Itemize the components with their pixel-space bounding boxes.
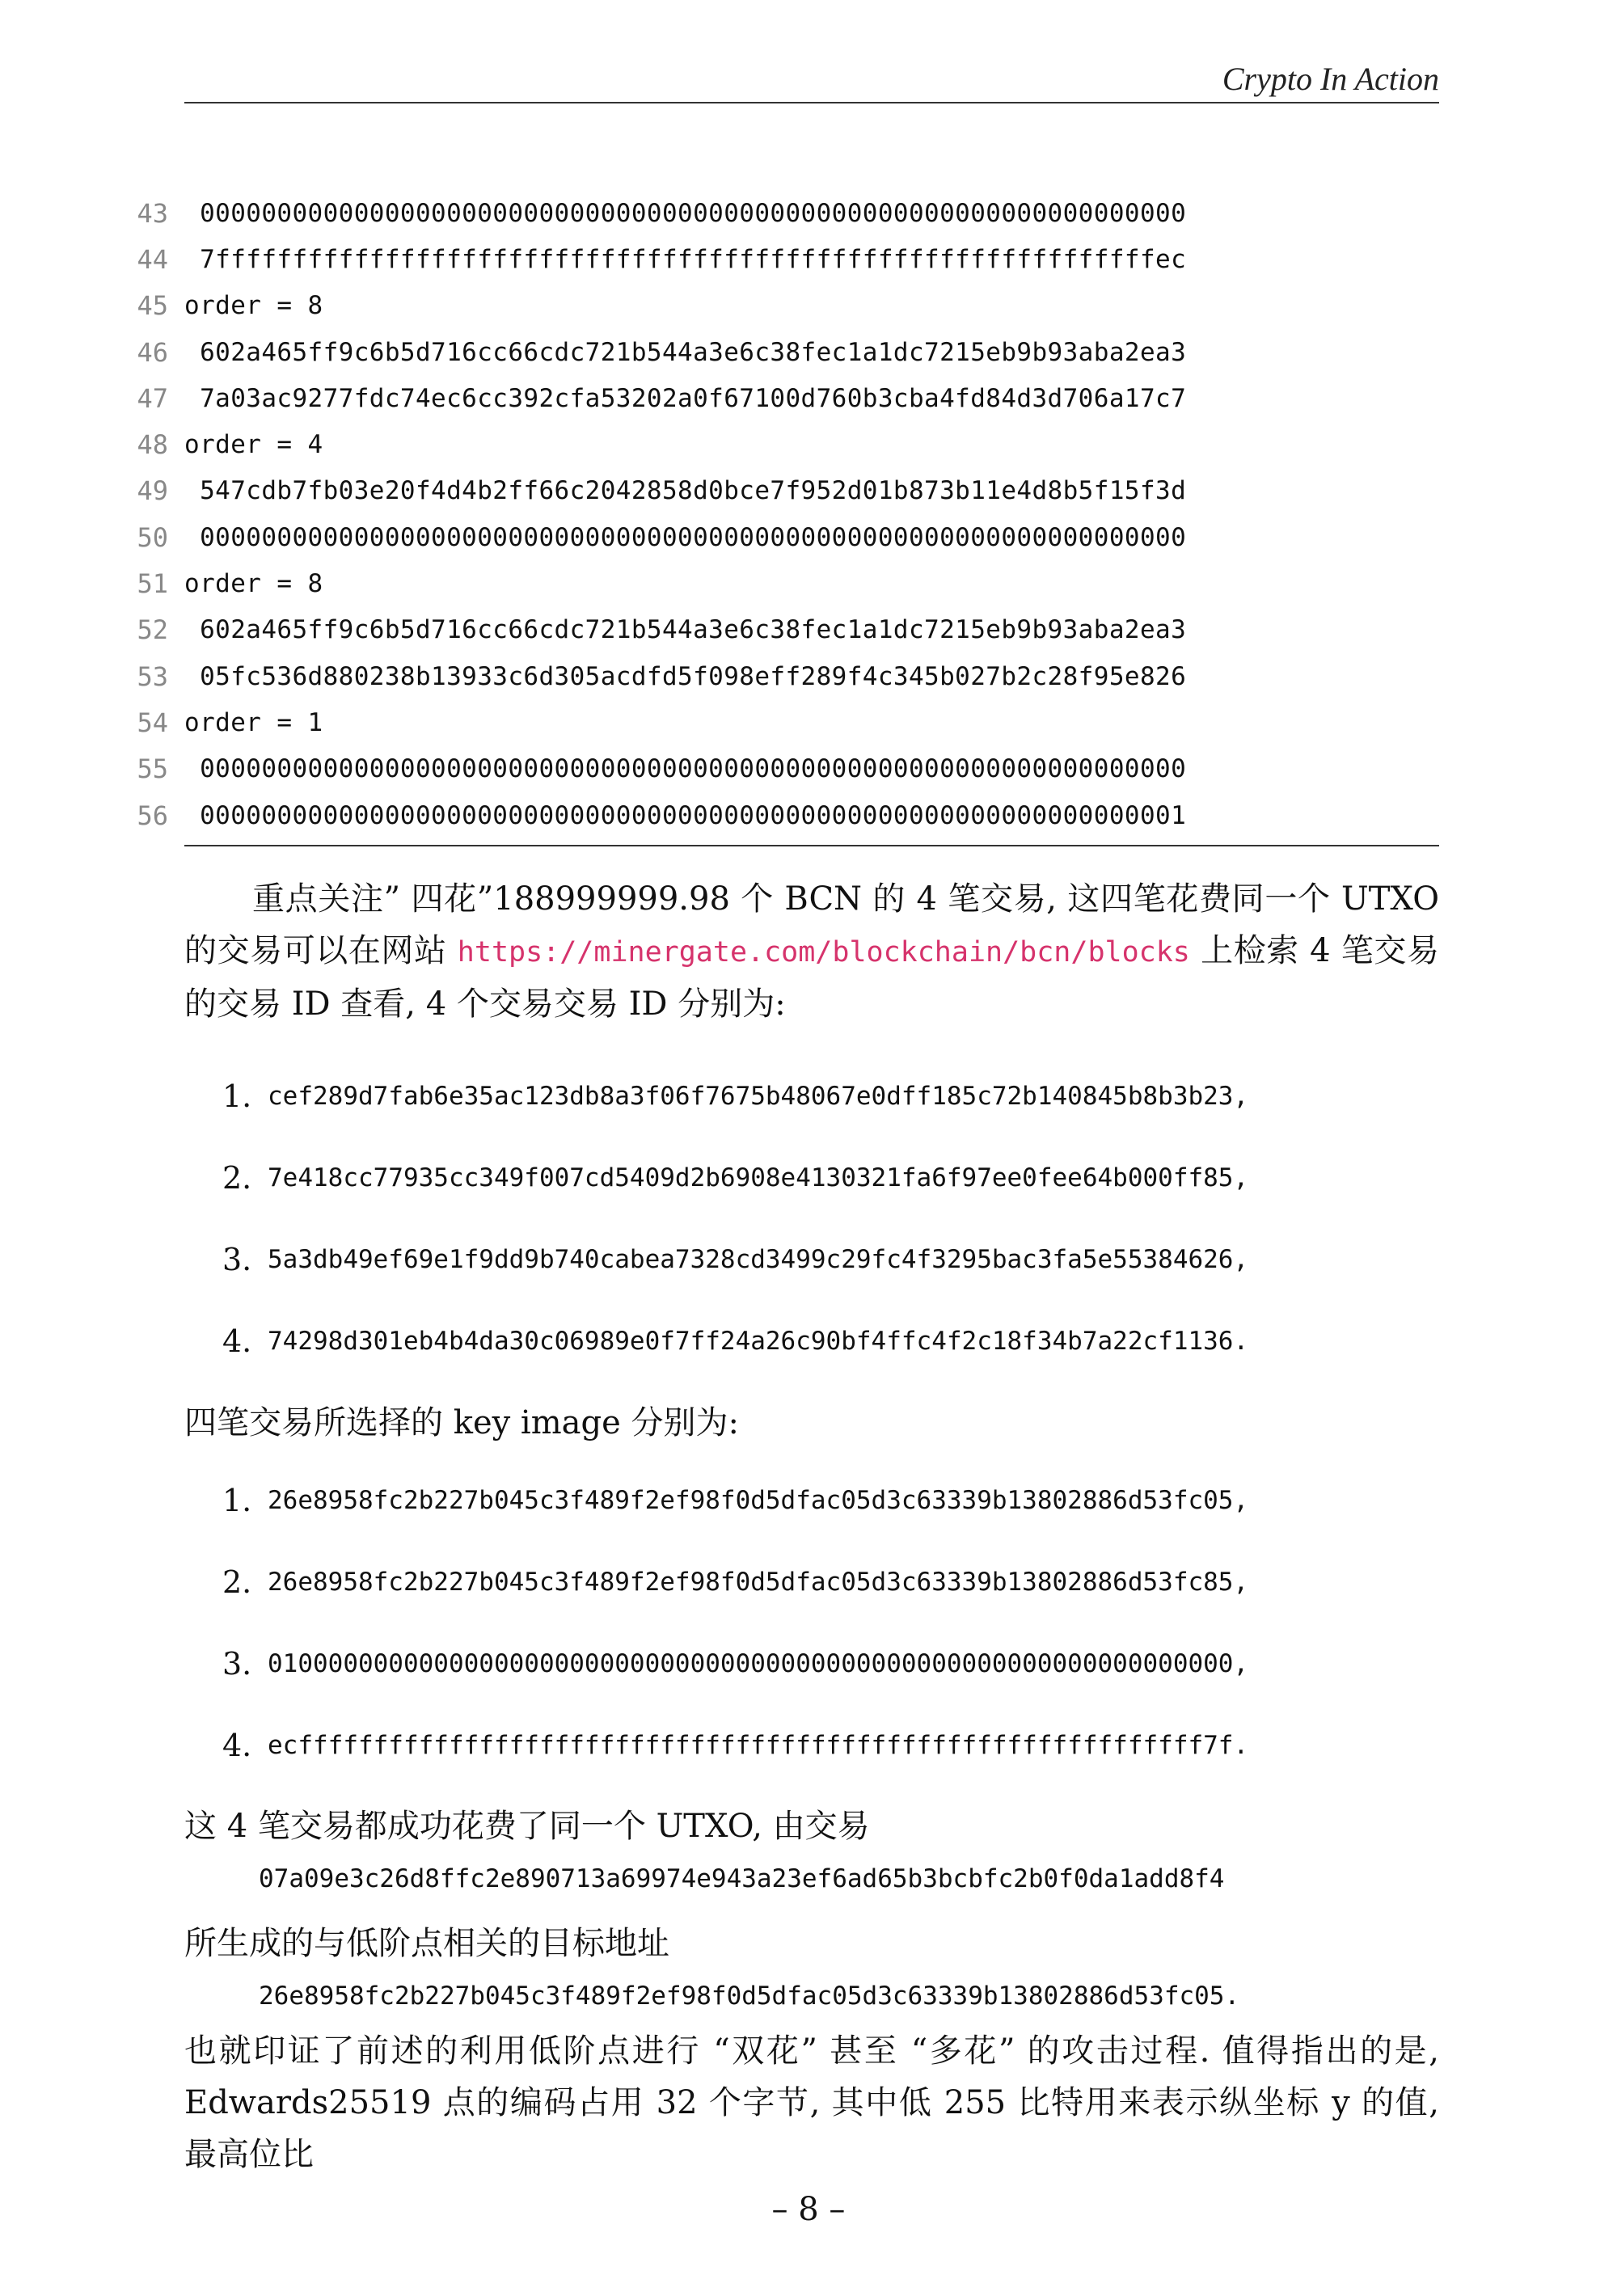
line-number: 46 [137, 336, 168, 368]
line-number: 43 [137, 197, 168, 229]
target-address: 26e8958fc2b227b045c3f489f2ef98f0d5dfac05d3c63339b13802886d53fc05. [259, 1982, 1240, 2011]
code-text: 602a465ff9c6b5d716cc66cdc721b544a3e6c38fec1a1dc7215eb9b93aba2ea3 [184, 337, 1187, 367]
list-item [222, 1459, 1435, 1541]
code-text: 0000000000000000000000000000000000000000000000000000000000000000 [184, 198, 1187, 228]
code-text: order = 1 [184, 707, 323, 737]
item-number: 1. [222, 1078, 252, 1114]
code-line [129, 375, 1439, 421]
line-number: 54 [137, 707, 168, 738]
tx-id: 7e418cc77935cc349f007cd5409d2b6908e4130321fa6f97ee0fee64b000ff85, [268, 1163, 1249, 1192]
list-item [222, 1623, 1435, 1704]
list-item [222, 1300, 1435, 1382]
header-rule [184, 102, 1439, 103]
line-number: 52 [137, 614, 168, 646]
tx-id: 5a3db49ef69e1f9dd9b740cabea7328cd3499c29fc4f3295bac3fa5e55384626, [268, 1244, 1249, 1274]
utxo-sentence: 这 4 笔交易都成功花费了同一个 UTXO, 由交易 [184, 1808, 870, 1845]
code-line [129, 607, 1439, 653]
para1-text-after: 上检索 4 笔交易的交易 ID 查看, 4 个交易交易 ID 分别为: [184, 932, 1439, 1023]
list-item [222, 1137, 1435, 1218]
key-image: ecffffffffffffffffffffffffffffffffffffffffffffffffffffffffffff7f. [268, 1730, 1249, 1760]
para1-text-before: 重点关注” 四花”188999999.98 个 BCN 的 4 笔交易, 这四笔花费同一个 UTXO 的交易可以在网站 [184, 880, 1439, 969]
list-item [222, 1055, 1435, 1137]
code-line [129, 560, 1439, 606]
code-text: 0000000000000000000000000000000000000000000000000000000000000000 [184, 754, 1187, 784]
item-number: 2. [222, 1564, 252, 1600]
key-image-list [222, 1459, 1435, 1786]
line-number: 55 [137, 753, 168, 785]
code-line [129, 236, 1439, 282]
code-text: order = 4 [184, 430, 323, 460]
item-number: 3. [222, 1645, 252, 1682]
code-text: 602a465ff9c6b5d716cc66cdc721b544a3e6c38fec1a1dc7215eb9b93aba2ea3 [184, 615, 1187, 645]
line-number: 49 [137, 475, 168, 507]
code-text: 0000000000000000000000000000000000000000000000000000000000000000 [184, 522, 1187, 552]
code-line [129, 421, 1439, 467]
code-listing [129, 190, 1439, 838]
tx-id: 74298d301eb4b4da30c06989e0f7ff24a26c90bf4ffc4f2c18f34b7a22cf1136. [268, 1326, 1249, 1356]
code-bottom-rule [184, 845, 1439, 846]
code-line [129, 468, 1439, 514]
code-text: 7fffffffffffffffffffffffffffffffffffffffffffffffffffffffffffffec [184, 244, 1187, 274]
utxo-tx-hash: 07a09e3c26d8ffc2e890713a69974e943a23ef6ad65b3bcbfc2b0f0da1add8f4 [259, 1864, 1225, 1893]
key-image: 26e8958fc2b227b045c3f489f2ef98f0d5dfac05d3c63339b13802886d53fc05, [268, 1485, 1249, 1515]
code-line [129, 792, 1439, 838]
tx-id: cef289d7fab6e35ac123db8a3f06f7675b48067e0dff185c72b140845b8b3b23, [268, 1081, 1249, 1111]
list-item [222, 1541, 1435, 1623]
item-number: 4. [222, 1323, 252, 1359]
code-text: order = 8 [184, 291, 323, 321]
code-text: 0000000000000000000000000000000000000000000000000000000000000001 [184, 800, 1187, 830]
line-number: 50 [137, 521, 168, 553]
page-number: – 8 – [771, 2191, 846, 2228]
code-text: order = 8 [184, 569, 323, 599]
code-text: 547cdb7fb03e20f4d4b2ff66c2042858d0bce7f952d01b873b11e4d8b5f15f3d [184, 476, 1187, 506]
line-number: 53 [137, 661, 168, 692]
paragraph-intro [184, 873, 1439, 1030]
code-line [129, 514, 1439, 560]
key-image: 26e8958fc2b227b045c3f489f2ef98f0d5dfac05d3c63339b13802886d53fc85, [268, 1567, 1249, 1597]
tx-id-list [222, 1055, 1435, 1382]
code-text: 7a03ac9277fdc74ec6cc392cfa53202a0f67100d760b3cba4fd84d3d706a17c7 [184, 383, 1187, 413]
minergate-link[interactable]: https://minergate.com/blockchain/bcn/blocks [457, 936, 1190, 969]
code-line [129, 699, 1439, 745]
line-number: 44 [137, 243, 168, 275]
item-number: 3. [222, 1241, 252, 1277]
list-item [222, 1704, 1435, 1786]
paragraph-conclusion: 也就印证了前述的利用低阶点进行 “双花” 甚至 “多花” 的攻击过程. 值得指出的是, Edwards25519 点的编码占用 32 个字节, 其中低 255 比特用来表示纵坐标 y 的值, 最高位比 [184, 2032, 1439, 2173]
code-line [129, 653, 1439, 699]
line-number: 45 [137, 290, 168, 322]
line-number: 48 [137, 429, 168, 461]
code-text: 05fc536d880238b13933c6d305acdfd5f098eff289f4c345b027b2c28f95e826 [184, 661, 1187, 691]
code-line [129, 329, 1439, 375]
key-image: 0100000000000000000000000000000000000000000000000000000000000000, [268, 1648, 1249, 1678]
target-address-sentence: 所生成的与低阶点相关的目标地址 [184, 1925, 669, 1962]
line-number: 56 [137, 800, 168, 831]
code-line [129, 283, 1439, 329]
code-line [129, 190, 1439, 236]
line-number: 51 [137, 568, 168, 600]
code-line [129, 746, 1439, 792]
list-item [222, 1218, 1435, 1300]
key-image-intro: 四笔交易所选择的 key image 分别为: [184, 1404, 739, 1441]
item-number: 1. [222, 1482, 252, 1518]
item-number: 4. [222, 1727, 252, 1763]
line-number: 47 [137, 382, 168, 414]
item-number: 2. [222, 1159, 252, 1196]
running-header-title: Crypto In Action [1222, 61, 1439, 97]
